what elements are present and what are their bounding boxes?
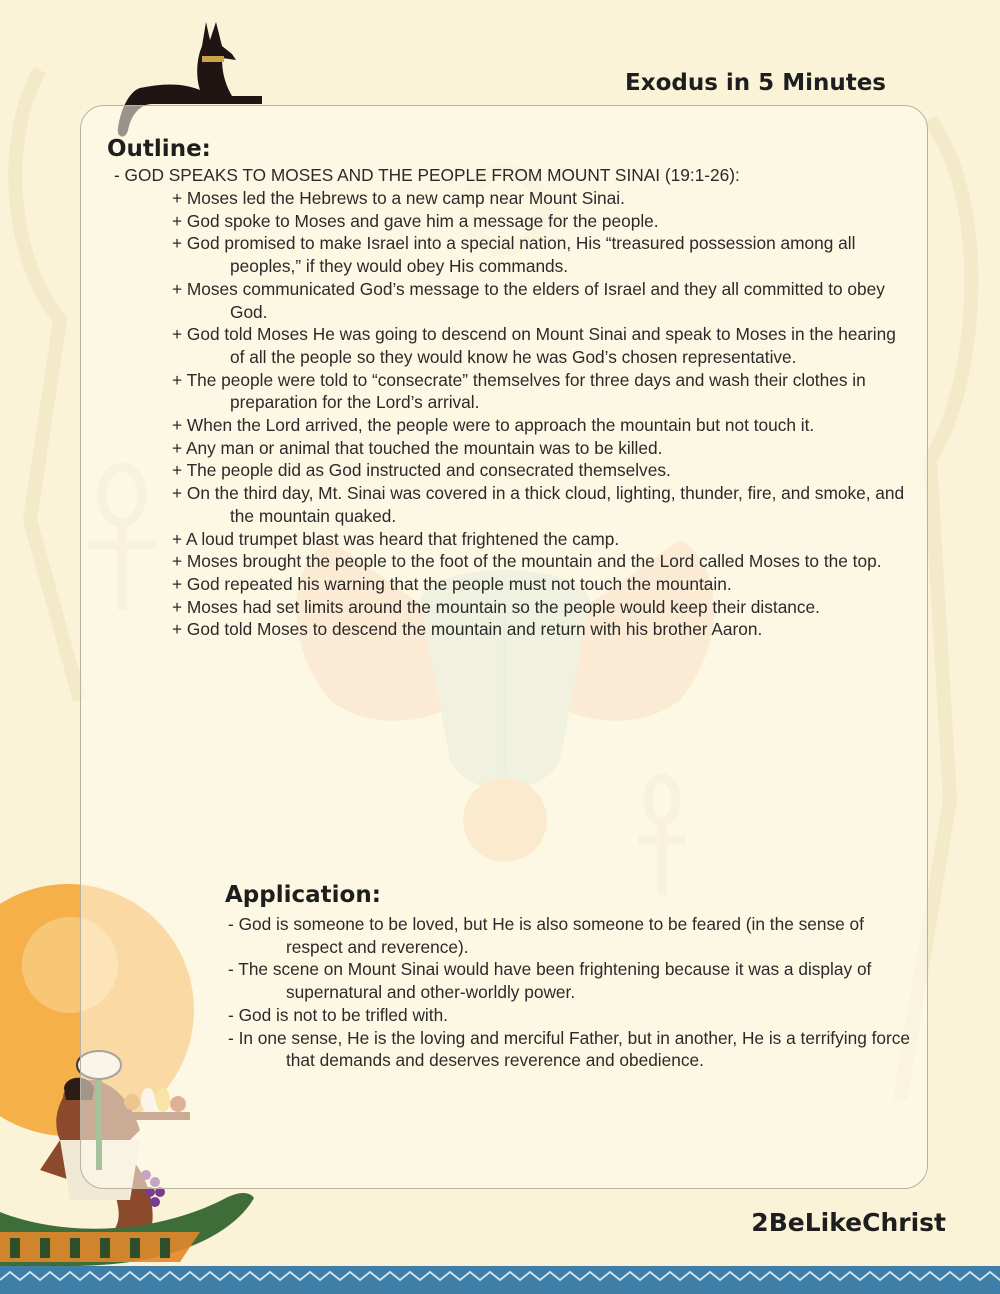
list-item-text: God is someone to be loved, but He is also someone to be feared (in the sense of respect and reverence). <box>238 914 864 957</box>
list-item-text: The people did as God instructed and consecrated themselves. <box>186 460 671 481</box>
bullet-marker: + <box>172 483 183 504</box>
outline-item <box>172 596 912 619</box>
list-item-text: Moses led the Hebrews to a new camp near Mount Sinai. <box>186 188 625 208</box>
list-item-text: In one sense, He is the loving and merciful Father, but in another, He is a terrifying force that demands and deserves reverence and obedience. <box>238 1027 911 1071</box>
list-item-text: The scene on Mount Sinai would have been frightening because it was a display of supernatural and other-worldly power. <box>238 959 872 1003</box>
application-item <box>228 913 918 958</box>
bullet-marker: + <box>172 278 183 299</box>
list-item-text: Any man or animal that touched the mountain was to be killed. <box>185 437 663 458</box>
application-item <box>228 1004 918 1027</box>
outline-item <box>172 323 912 368</box>
outline-item <box>172 618 912 641</box>
outline-heading: Outline: <box>107 136 211 162</box>
list-item-text: On the third day, Mt. Sinai was covered in a thick cloud, lighting, thunder, fire, and smoke, and the mountain quaked. <box>186 483 905 526</box>
bullet-marker: + <box>172 210 183 231</box>
bullet-marker: + <box>172 596 183 617</box>
list-item-text: God told Moses to descend the mountain and return with his brother Aaron. <box>186 619 763 640</box>
bullet-marker: + <box>172 233 183 254</box>
list-item-text: God promised to make Israel into a special nation, His “treasured possession among all peoples,” if they would obey His commands. <box>186 233 856 277</box>
list-item-text: A loud trumpet blast was heard that frightened the camp. <box>185 528 620 549</box>
outline-item <box>172 232 912 277</box>
bullet-marker: + <box>172 528 183 549</box>
outline-item <box>172 437 912 460</box>
bottom-border <box>0 1266 1000 1294</box>
bullet-marker: + <box>172 369 183 390</box>
bullet-marker: + <box>172 460 183 481</box>
list-item-text: When the Lord arrived, the people were to approach the mountain but not touch it. <box>186 415 815 436</box>
outline-item <box>172 210 912 233</box>
list-item-text: God spoke to Moses and gave him a message for the people. <box>186 210 659 231</box>
bullet-marker: + <box>172 415 183 436</box>
brand-logo-text: 2BeLikeChrist <box>751 1208 946 1237</box>
bullet-marker: - <box>228 1027 234 1048</box>
outline-subtitle: - GOD SPEAKS TO MOSES AND THE PEOPLE FROM MOUNT SINAI (19:1-26): <box>114 165 740 185</box>
page-title: Exodus in 5 Minutes <box>625 70 886 96</box>
outline-item <box>172 278 912 323</box>
list-item-text: Moses communicated God’s message to the elders of Israel and they all committed to obey God. <box>186 278 885 322</box>
list-item-text: God told Moses He was going to descend on Mount Sinai and speak to Moses in the hearing of all the people so they would know he was God’s chosen representative. <box>186 324 896 367</box>
bullet-marker: + <box>172 188 183 208</box>
list-item-text: God repeated his warning that the people must not touch the mountain. <box>186 573 732 594</box>
bullet-marker: - <box>228 959 234 980</box>
list-item-text: Moses brought the people to the foot of the mountain and the Lord called Moses to the top. <box>186 551 882 572</box>
list-item-text: The people were told to “consecrate” themselves for three days and wash their clothes in preparation for the Lord’s arrival. <box>186 369 866 413</box>
bullet-marker: + <box>172 573 183 594</box>
application-heading: Application: <box>225 882 381 908</box>
bullet-marker: - <box>228 1004 234 1025</box>
outline-list <box>172 187 912 641</box>
outline-item <box>172 528 912 551</box>
application-list <box>228 913 918 1072</box>
outline-item <box>172 482 912 527</box>
outline-item <box>172 187 912 210</box>
bullet-marker: + <box>172 324 183 345</box>
outline-item <box>172 369 912 414</box>
list-item-text: Moses had set limits around the mountain so the people would keep their distance. <box>186 596 820 617</box>
bullet-marker: + <box>172 619 183 640</box>
bullet-marker: - <box>228 914 234 934</box>
outline-item <box>172 550 912 573</box>
bullet-marker: + <box>172 551 183 572</box>
outline-item <box>172 414 912 437</box>
bullet-marker: + <box>172 437 183 458</box>
outline-item <box>172 573 912 596</box>
outline-item <box>172 459 912 482</box>
application-item <box>228 958 918 1003</box>
application-item <box>228 1027 918 1072</box>
list-item-text: God is not to be trifled with. <box>238 1004 448 1025</box>
